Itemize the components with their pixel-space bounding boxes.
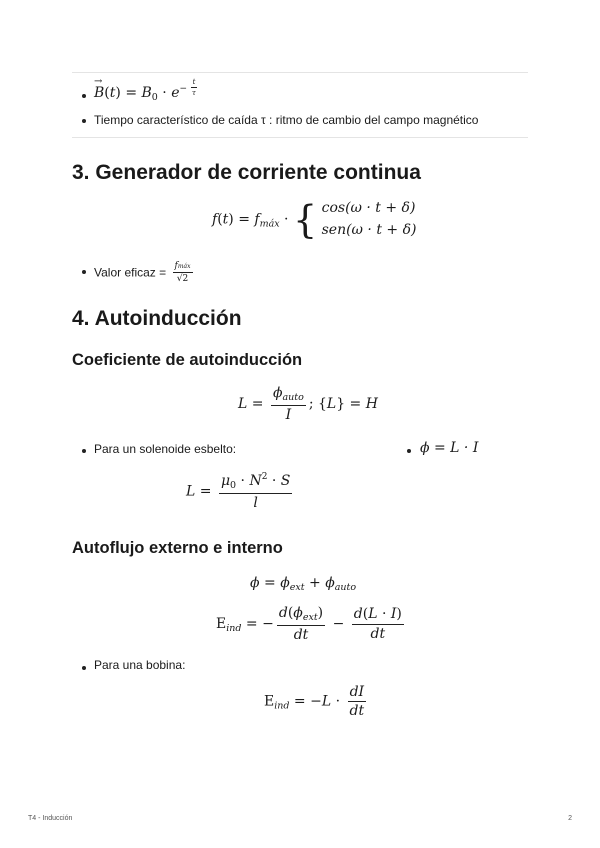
induced-emf-formula: $E_{ind}$ = − $\frac{d(\phi_{ext})}{dt}$ − $\frac{d(L \cdot I)}{dt}$ bbox=[216, 605, 402, 643]
solenoid-item: Para un solenoide esbelto: bbox=[94, 442, 237, 456]
generator-formula: $f(t) = f_{máx}$ · { cos(ω · t + δ) sen(ω · t + δ) bbox=[212, 197, 417, 242]
cases-row-cos: cos(ω · t + δ) bbox=[321, 200, 416, 216]
list-bullet bbox=[82, 94, 86, 98]
section-3-heading: 3. Generador de corriente continua bbox=[72, 161, 421, 184]
magnetic-field-decay-formula: B → $(t) = B_0 \cdot e^{- \frac{t}{\tau}}$ bbox=[94, 76, 196, 103]
coil-item: Para una bobina: bbox=[94, 658, 186, 672]
list-bullet bbox=[82, 666, 86, 670]
flux-equals-li: ϕ = L · I bbox=[420, 440, 479, 456]
coil-emf-formula: $E_{ind} = -L$ · $\frac{dI}{dt}$ bbox=[264, 684, 365, 720]
bottom-divider bbox=[72, 137, 528, 138]
list-bullet bbox=[82, 270, 86, 274]
footer-document-title: T4 - Inducción bbox=[28, 815, 73, 822]
solenoid-inductance-formula: L = $\frac{\mu_0 \cdot N^2 \cdot S}{l}$ bbox=[186, 472, 291, 511]
subsection-self-flux-heading: Autoflujo externo e interno bbox=[72, 539, 283, 557]
list-item-decay-time: Tiempo característico de caída τ : ritmo de cambio del campo magnético bbox=[94, 113, 479, 127]
top-divider bbox=[72, 72, 528, 73]
list-bullet bbox=[82, 449, 86, 453]
total-flux-formula: $\phi = \phi_{ext} + \phi_{auto}$ bbox=[250, 575, 357, 593]
rms-value-label: Valor eficaz = bbox=[94, 265, 167, 280]
rms-value-item: Valor eficaz = $\frac{\text{fmáx}}{√2}$ bbox=[94, 261, 191, 285]
footer-page-number: 2 bbox=[568, 815, 572, 822]
subsection-self-inductance-heading: Coeficiente de autoinducción bbox=[72, 351, 303, 369]
list-bullet bbox=[82, 119, 86, 123]
self-inductance-definition: L = $\frac{\phi_{auto}}{I}$ ; {L} = H bbox=[238, 385, 378, 423]
cases-row-sen: sen(ω · t + δ) bbox=[321, 222, 417, 239]
section-4-heading: 4. Autoinducción bbox=[72, 307, 242, 330]
list-bullet bbox=[407, 449, 411, 453]
